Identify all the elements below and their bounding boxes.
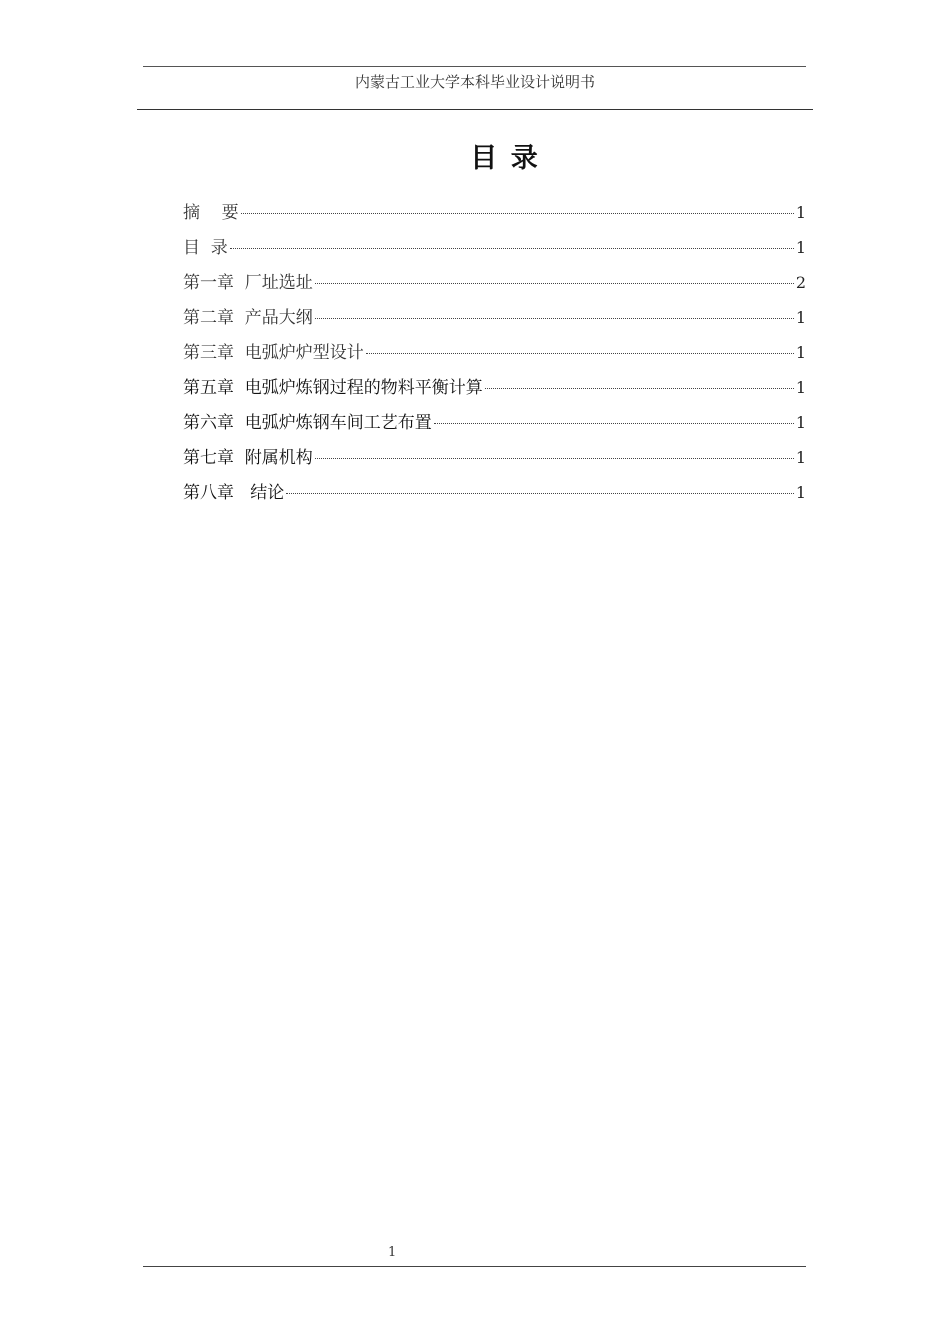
toc-entry-chapter-7[interactable] bbox=[183, 443, 806, 478]
toc-entry-label: 第八章 结论 bbox=[183, 483, 285, 503]
toc-leader-dots bbox=[315, 458, 794, 459]
toc-entry-page: 1 bbox=[795, 343, 806, 362]
toc-leader-dots bbox=[366, 353, 794, 354]
page-number: 1 bbox=[388, 1245, 397, 1260]
toc-entry-label: 第一章 厂址选址 bbox=[183, 273, 313, 293]
running-header: 内蒙古工业大学本科毕业设计说明书 bbox=[354, 73, 595, 91]
toc-entry-page: 1 bbox=[795, 203, 806, 222]
toc-entry-abstract[interactable] bbox=[183, 198, 806, 233]
toc-entry-page: 2 bbox=[795, 273, 806, 292]
toc-leader-dots bbox=[434, 423, 794, 424]
toc-entry-label: 第二章 产品大纲 bbox=[183, 308, 313, 328]
toc-entry-label: 第六章 电弧炉炼钢车间工艺布置 bbox=[183, 413, 432, 433]
toc-entry-label: 摘 要 bbox=[183, 203, 239, 223]
toc-entry-label: 第七章 附属机构 bbox=[183, 448, 313, 468]
toc-entry-label: 目 录 bbox=[183, 238, 228, 258]
table-of-contents bbox=[183, 198, 806, 513]
toc-entry-label: 第五章 电弧炉炼钢过程的物料平衡计算 bbox=[183, 378, 483, 398]
toc-entry-page: 1 bbox=[795, 238, 806, 257]
toc-leader-dots bbox=[230, 248, 794, 249]
toc-entry-chapter-5[interactable] bbox=[183, 373, 806, 408]
toc-leader-dots bbox=[315, 318, 794, 319]
toc-leader-dots bbox=[485, 388, 794, 389]
toc-entry-page: 1 bbox=[795, 308, 806, 327]
toc-entry-label: 第三章 电弧炉炉型设计 bbox=[183, 343, 364, 363]
toc-leader-dots bbox=[241, 213, 794, 214]
toc-entry-page: 1 bbox=[795, 448, 806, 467]
toc-entry-chapter-6[interactable] bbox=[183, 408, 806, 443]
toc-entry-contents[interactable] bbox=[183, 233, 806, 268]
toc-entry-page: 1 bbox=[795, 378, 806, 397]
footer-rule bbox=[143, 1266, 806, 1267]
header-rule-bottom bbox=[137, 109, 813, 110]
toc-heading: 目 录 bbox=[470, 143, 540, 174]
toc-entry-chapter-8[interactable] bbox=[183, 478, 806, 513]
toc-entry-chapter-3[interactable] bbox=[183, 338, 806, 373]
toc-entry-chapter-2[interactable] bbox=[183, 303, 806, 338]
toc-entry-page: 1 bbox=[795, 413, 806, 432]
toc-entry-chapter-1[interactable] bbox=[183, 268, 806, 303]
toc-leader-dots bbox=[315, 283, 794, 284]
toc-leader-dots bbox=[286, 493, 794, 494]
toc-entry-page: 1 bbox=[795, 483, 806, 502]
header-rule-top bbox=[143, 66, 806, 67]
